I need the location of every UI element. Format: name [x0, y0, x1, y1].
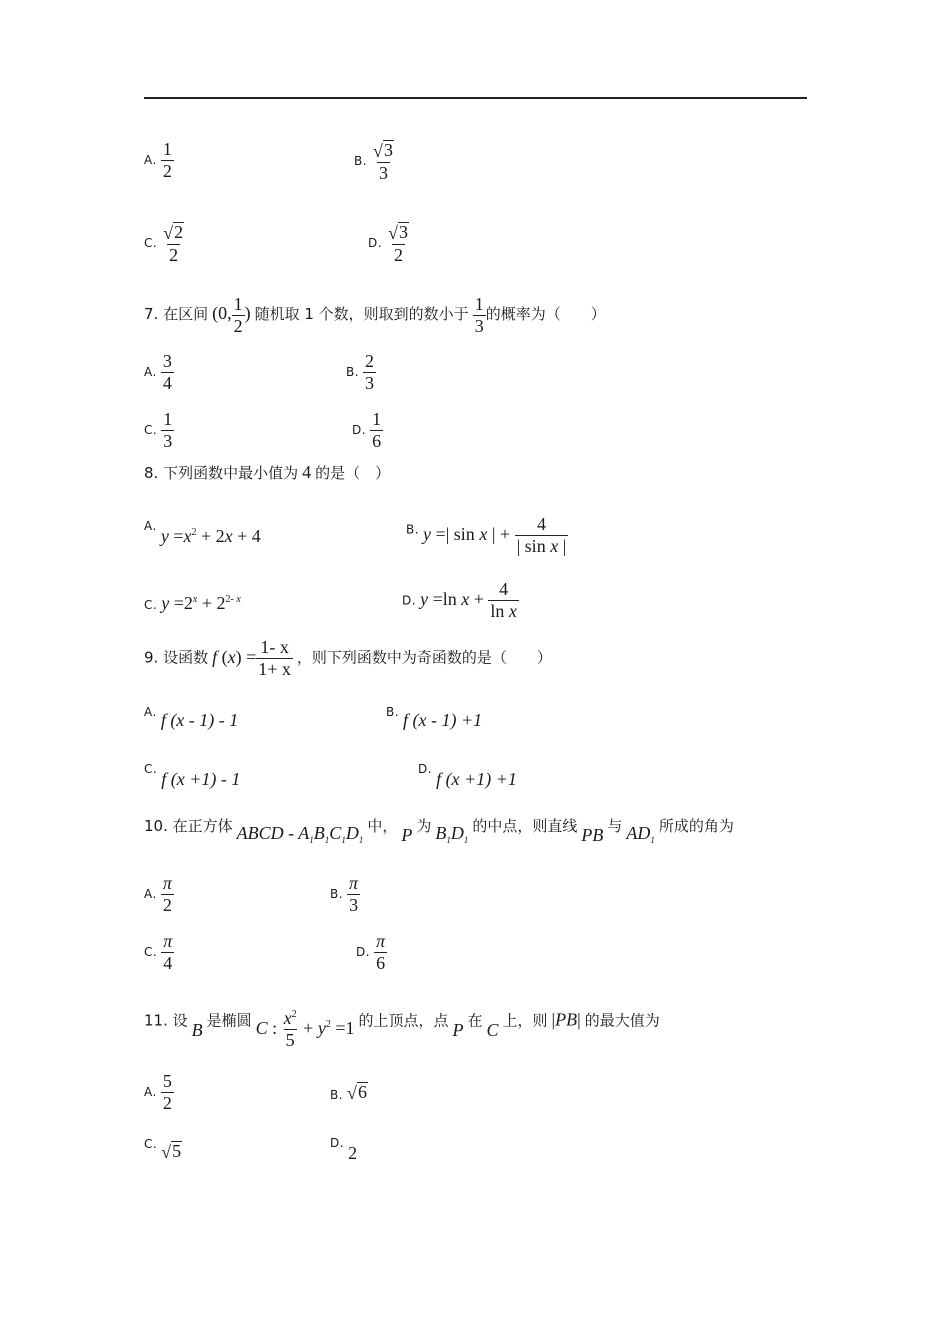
question-text: 8. 下列函数中最小值为	[144, 464, 299, 482]
option-letter: D.	[330, 1136, 345, 1150]
question-text: 随机取 1 个数，则取到的数小于	[254, 305, 469, 324]
option-d[interactable]	[330, 1131, 358, 1163]
question-9	[144, 638, 552, 679]
option-c[interactable]	[144, 410, 174, 451]
option-letter: B.	[406, 522, 420, 537]
fraction: $\frac{1}{2}$	[162, 139, 172, 181]
ellipse-equation: C : $\frac{x^2}{5}$ + $y^2 =1$	[255, 1008, 355, 1050]
fraction: $\frac{5}{2}$	[162, 1071, 172, 1113]
option-a[interactable]	[144, 352, 174, 393]
question-text: 是椭圆	[206, 1011, 252, 1030]
question-text: 9. 设函数	[144, 648, 209, 667]
option-c[interactable]	[144, 932, 174, 973]
question-text: 的中点，则直线	[472, 817, 578, 835]
option-d[interactable]	[418, 757, 517, 789]
question-text: 10. 在正方体	[144, 817, 233, 835]
option-letter: C.	[144, 598, 158, 612]
option-expression: $y =x^2 + 2x + 4$	[160, 526, 261, 546]
option-b[interactable]	[346, 352, 376, 393]
option-letter: D.	[402, 593, 417, 608]
option-a[interactable]	[144, 700, 239, 730]
option-letter: C.	[144, 762, 158, 776]
option-letter: B.	[386, 705, 400, 719]
option-expression: y =| sin x | + $\frac{4}{\text{| sin x |}}$	[423, 514, 567, 556]
question-text: 的概率为（ ）	[485, 305, 606, 324]
fraction: √ 3 2	[388, 222, 408, 265]
segment-b1d1: $B_1D_1$	[435, 823, 469, 845]
option-expression: f (x - 1) +1	[403, 710, 483, 730]
option-a[interactable]	[144, 514, 261, 546]
fraction: √ 2 2	[163, 222, 184, 265]
curve-c: C	[486, 1019, 499, 1040]
option-expression: $y =2^x + 2^{2- x}$	[161, 593, 241, 613]
point-b: B	[191, 1019, 203, 1040]
question-text: 上，则	[502, 1011, 548, 1030]
interval-fraction: $\frac{1}{2}$	[233, 294, 243, 336]
option-a[interactable]	[144, 140, 174, 181]
option-letter: A.	[144, 519, 157, 533]
option-letter: C.	[144, 945, 158, 960]
question-8	[144, 462, 390, 483]
line-ad1: $AD_1$	[626, 823, 655, 845]
option-letter: A.	[144, 887, 157, 902]
option-d[interactable]	[352, 410, 383, 451]
fraction: $\frac{\pi}{4}$	[163, 931, 173, 973]
option-c[interactable]	[144, 593, 241, 614]
option-expression: f (x +1) +1	[436, 769, 517, 789]
question-text: 为	[416, 817, 432, 835]
question-text: 与	[607, 817, 623, 835]
option-c[interactable]	[144, 222, 186, 265]
abs-pb: |PB|	[551, 1009, 581, 1030]
option-expression: √ 6	[347, 1082, 367, 1103]
question-11	[144, 1001, 660, 1050]
question-10	[144, 815, 734, 845]
question-7	[144, 295, 606, 336]
question-text: ，则下列函数中为奇函数的是（ ）	[296, 648, 552, 667]
interval-right: )	[244, 303, 251, 324]
option-letter: A.	[144, 1085, 157, 1100]
option-letter: D.	[356, 945, 371, 960]
option-letter: A.	[144, 705, 157, 719]
option-letter: C.	[144, 236, 158, 250]
option-letter: B.	[354, 154, 368, 168]
interval-left: (0,	[212, 303, 232, 324]
fraction: $\frac{3}{4}$	[162, 351, 172, 393]
option-b[interactable]	[386, 700, 483, 730]
question-text: 中，	[367, 817, 398, 835]
option-letter: D.	[352, 423, 367, 438]
header-rule	[144, 97, 807, 99]
option-letter: A.	[144, 365, 157, 380]
option-d[interactable]	[402, 580, 519, 621]
option-letter: B.	[330, 887, 344, 902]
option-expression: y =ln x + $\frac{4}{\text{ln x}}$	[420, 579, 517, 621]
option-letter: C.	[144, 423, 158, 438]
option-expression: f (x - 1) - 1	[160, 710, 239, 730]
line-pb: PB	[581, 825, 604, 845]
option-letter: B.	[346, 365, 360, 380]
option-letter: A.	[144, 153, 157, 168]
point-p: P	[452, 1019, 464, 1040]
point-p: P	[401, 825, 413, 845]
option-b[interactable]	[406, 509, 568, 556]
fraction: $\frac{\pi}{2}$	[162, 873, 172, 915]
option-letter: D.	[368, 236, 383, 250]
option-letter: C.	[144, 1136, 158, 1151]
option-letter: B.	[330, 1087, 344, 1102]
fraction: $\frac{1}{3}$	[163, 409, 173, 451]
option-d[interactable]	[368, 222, 411, 265]
option-expression: f (x +1) - 1	[161, 769, 241, 789]
bound-fraction: $\frac{1}{3}$	[474, 294, 484, 336]
question-text: 的上顶点，点	[358, 1011, 449, 1030]
fraction: $\frac{1}{6}$	[372, 409, 382, 451]
question-text: 在	[467, 1011, 483, 1030]
question-text: 所成的角为	[658, 817, 734, 835]
option-letter: D.	[418, 762, 433, 776]
min-value: 4	[302, 462, 312, 482]
fraction: √ 3 3	[373, 140, 393, 183]
question-text: 11. 设	[144, 1011, 188, 1030]
fraction: $\frac{2}{3}$	[365, 351, 375, 393]
function-def: f (x) = $\frac{1- x}{1+ x}$	[212, 637, 291, 679]
option-expression: 2	[348, 1143, 358, 1163]
fraction: $\frac{\pi}{3}$	[349, 873, 359, 915]
option-c[interactable]	[144, 1131, 182, 1162]
question-text: 的是（ ）	[315, 464, 391, 482]
option-expression: √ 5	[161, 1141, 182, 1162]
option-b[interactable]	[354, 140, 396, 183]
option-a[interactable]	[144, 874, 174, 915]
option-b[interactable]	[330, 874, 360, 915]
option-b[interactable]	[330, 1082, 368, 1104]
option-c[interactable]	[144, 757, 241, 789]
question-text: 的最大值为	[584, 1011, 660, 1030]
fraction: $\frac{\pi}{6}$	[376, 931, 386, 973]
cube-name: ABCD - $A_1B_1C_1D_1$	[236, 823, 364, 845]
option-d[interactable]	[356, 932, 387, 973]
question-text: 7. 在区间	[144, 305, 209, 324]
option-a[interactable]	[144, 1072, 174, 1113]
